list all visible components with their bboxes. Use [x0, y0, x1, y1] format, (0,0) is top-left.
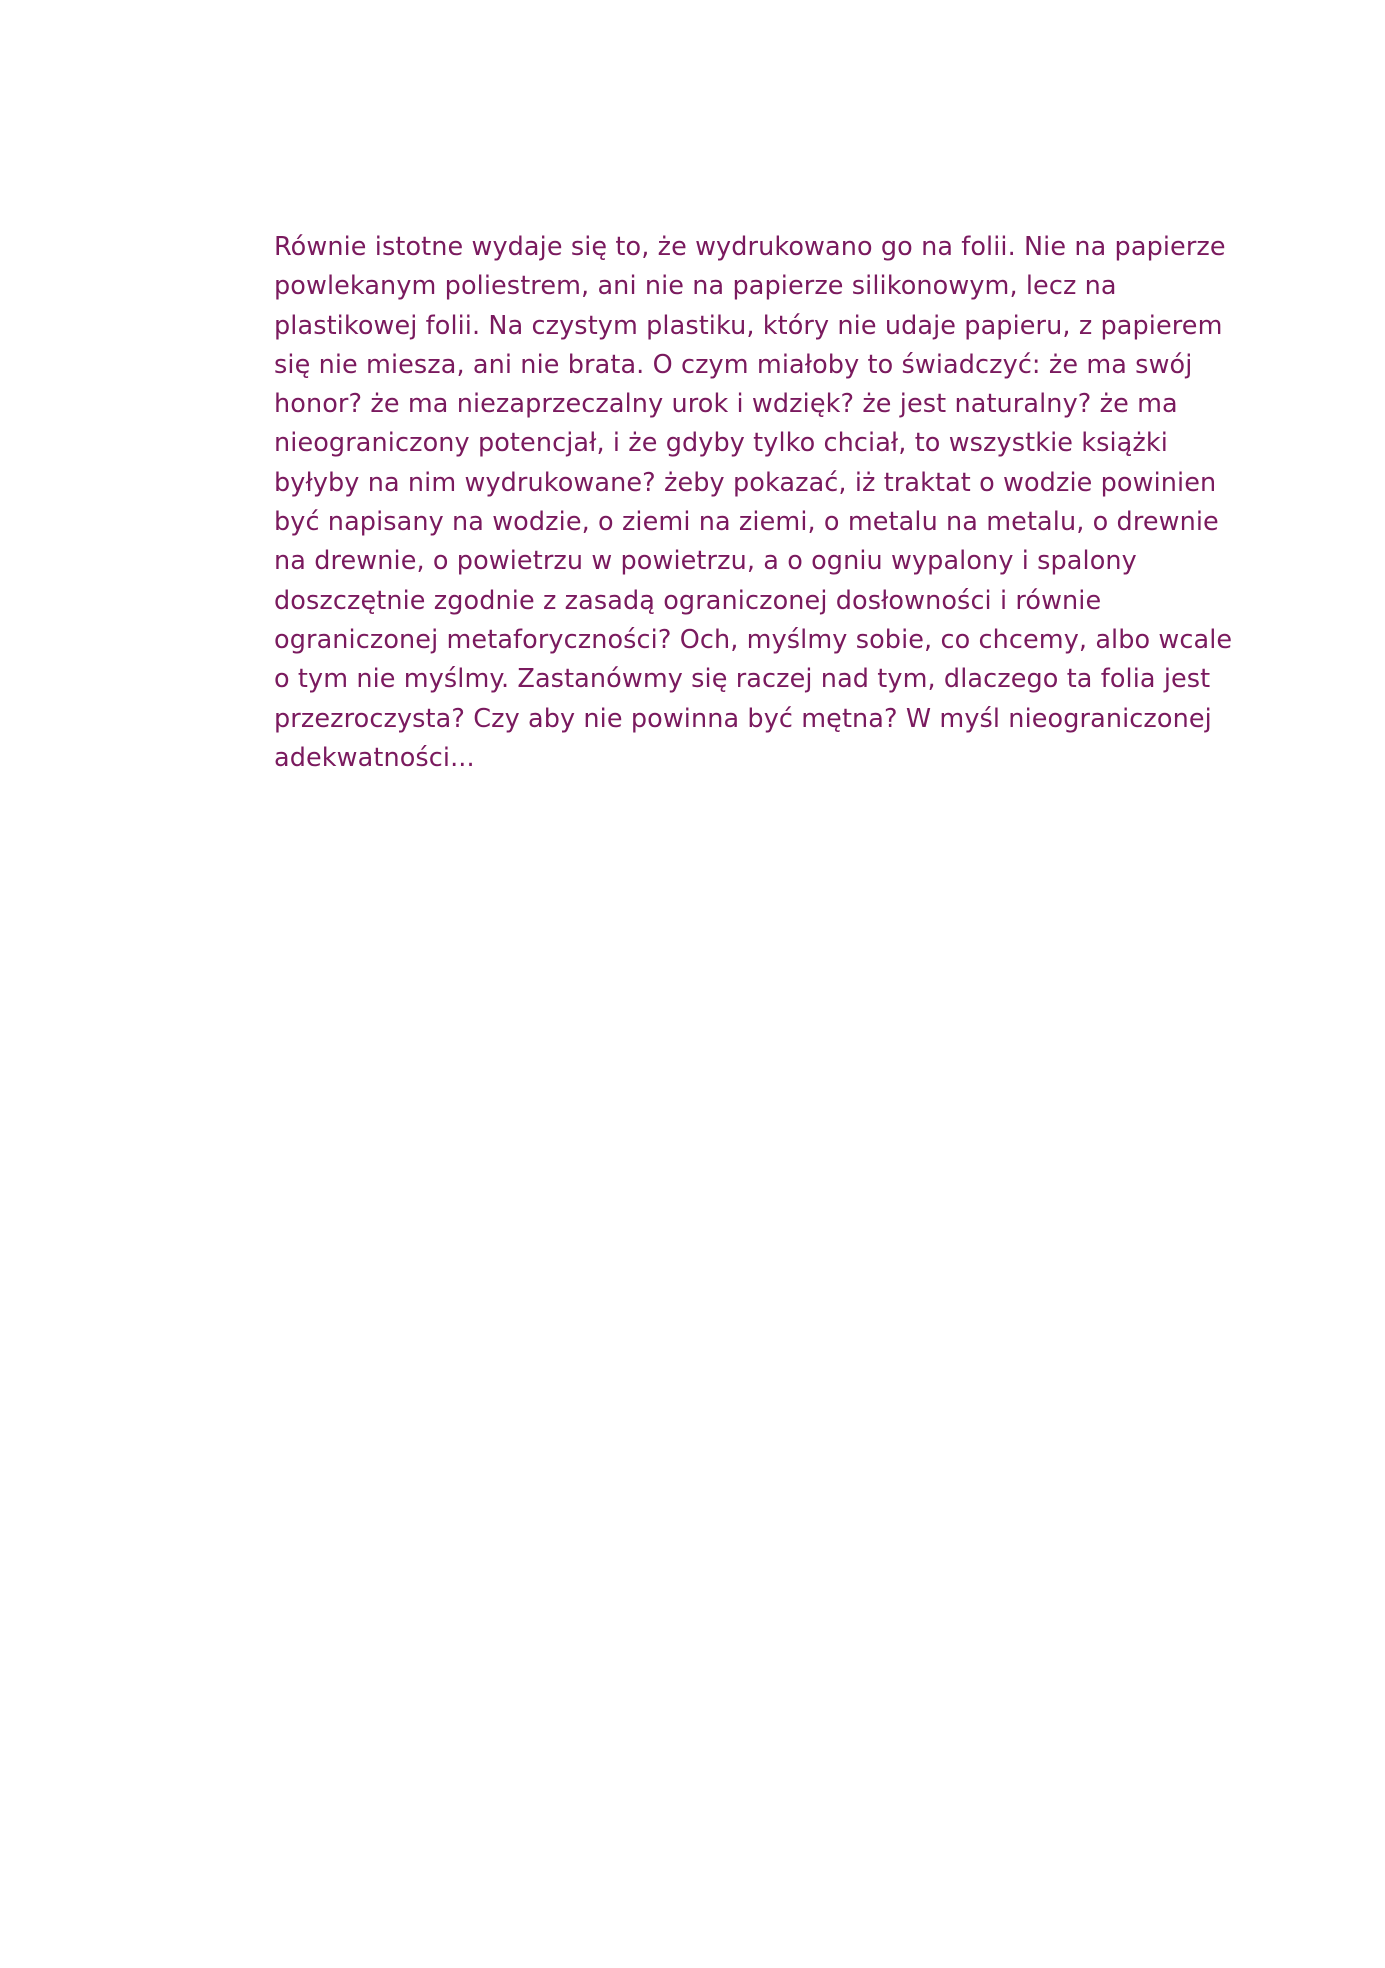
paragraph-line: się nie miesza, ani nie brata. O czym miałoby to świadczyć: że ma swój [274, 349, 1193, 380]
paragraph-line: doszczętnie zgodnie z zasadą ograniczonej dosłowności i równie [274, 585, 1102, 616]
paragraph-line: o tym nie myślmy. Zastanówmy się raczej nad tym, dlaczego ta folia jest [274, 664, 1211, 695]
paragraph-line: byłyby na nim wydrukowane? żeby pokazać, iż traktat o wodzie powinien [274, 467, 1217, 498]
paragraph-line: plastikowej folii. Na czystym plastiku, który nie udaje papieru, z papierem [274, 310, 1223, 341]
paragraph-line: na drewnie, o powietrzu w powietrzu, a o ogniu wypalony i spalony [274, 546, 1137, 577]
paragraph-line: być napisany na wodzie, o ziemi na ziemi, o metalu na metalu, o drewnie [274, 507, 1219, 538]
body-paragraph [274, 228, 1234, 778]
paragraph-line: przezroczysta? Czy aby nie powinna być mętna? W myśl nieograniczonej [274, 703, 1212, 734]
paragraph-line: ograniczonej metaforyczności? Och, myślmy sobie, co chcemy, albo wcale [274, 624, 1233, 655]
paragraph-line: adekwatności... [274, 742, 475, 773]
paragraph-line: powlekanym poliestrem, ani nie na papierze silikonowym, lecz na [274, 271, 1117, 302]
paragraph-line: nieograniczony potencjał, i że gdyby tylko chciał, to wszystkie książki [274, 428, 1168, 459]
paragraph-line: honor? że ma niezaprzeczalny urok i wdzięk? że jest naturalny? że ma [274, 389, 1178, 420]
paragraph-line: Równie istotne wydaje się to, że wydrukowano go na folii. Nie na papierze [274, 232, 1226, 262]
